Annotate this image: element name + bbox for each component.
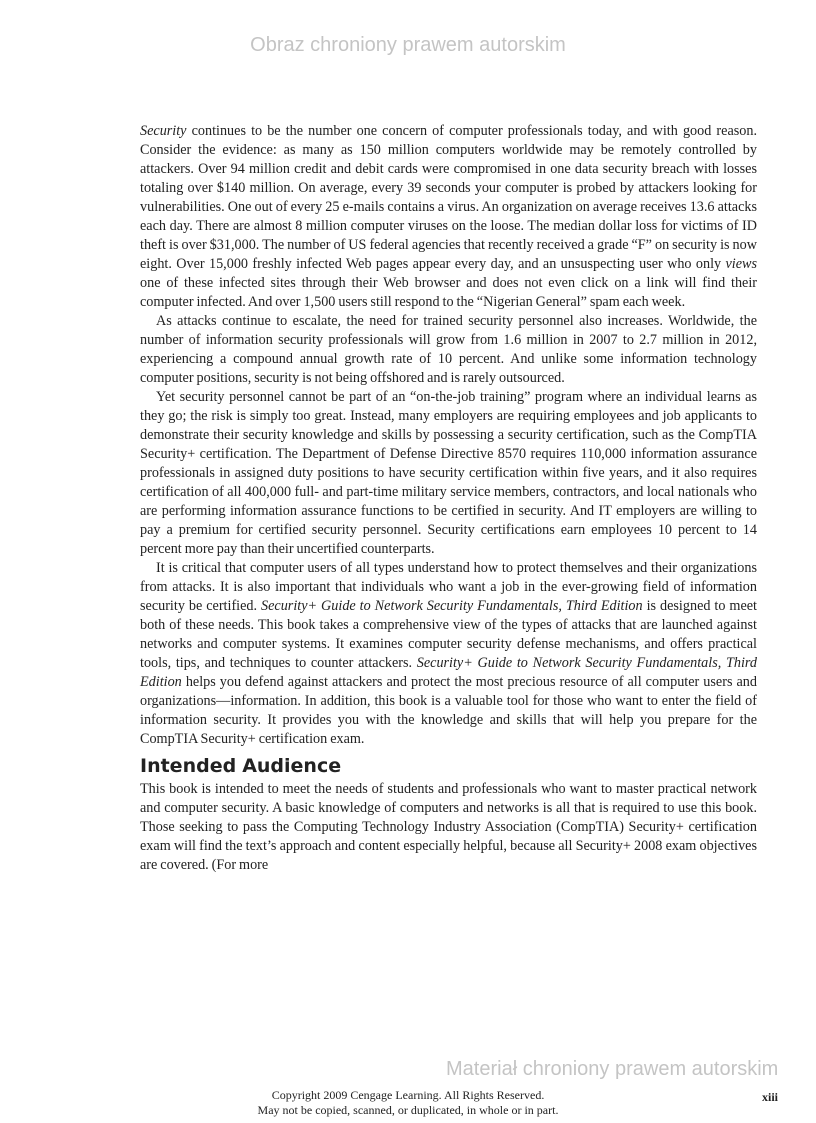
page-number: xiii bbox=[762, 1090, 779, 1104]
text-run: This book is intended to meet the needs of students and professionals who want to master practical network and computer security. A basic knowledge of computers and networks is all that is required to use this book. Those seeking to pass the Computing Technology Industry Association (CompTIA) Security+ certification exam will find the text’s approach and content especially helpful, because all Security+ 2008 exam objectives are covered. (For more bbox=[140, 781, 757, 873]
text-run: is designed to meet both of these needs. This book takes a comprehensive view of the types of attacks that are launched against networks and computer systems. It examines computer security defense mechanisms, and offers practical tools, tips, and techniques to counter attackers. bbox=[140, 598, 757, 671]
text-run: one of these infected sites through their Web browser and does not even click on a link will find their computer infected. And over 1,500 users still respond to the “Nigerian General” spam each week. bbox=[140, 275, 757, 310]
paragraph bbox=[140, 388, 757, 559]
footer-line-2: May not be copied, scanned, or duplicated, in whole or in part. bbox=[257, 1103, 559, 1117]
italic-text: Security+ Guide to Network Security Fundamentals, Third Edition bbox=[261, 598, 643, 614]
text-run: It is critical that computer users of all types understand how to protect themselves and their organizations from attacks. It is also important that individuals who want a job in the ever-growing field of information security be certified. bbox=[140, 560, 757, 614]
italic-text: Security+ Guide to Network Security Fundamentals, Third Edition bbox=[140, 655, 757, 690]
paragraph bbox=[140, 780, 757, 875]
italic-text: views bbox=[725, 256, 757, 272]
text-run: Yet security personnel cannot be part of an “on-the-job training” program where an individual learns as they go; the risk is simply too great. Instead, many employers are requiring employees and job applicants to demonstrate their security knowledge and skills by possessing a security certification, such as the CompTIA Security+ certification. The Department of Defense Directive 8570 requires 110,000 information assurance professionals in assigned duty positions to have security certification within five years, and it also requires certification of all 400,000 full- and part-time military service members, contractors, and local nationals who are performing information assurance functions to be certified in security. And IT employers are willing to pay a premium for certified security personnel. Security certifications earn employees 10 percent to 14 percent more pay than their uncertified counterparts. bbox=[140, 389, 757, 557]
text-run: As attacks continue to escalate, the need for trained security personnel also increases. Worldwide, the number of information security professionals will grow from 1.6 million in 2007 to 2.7 million in 2012, experiencing a compound annual growth rate of 10 percent. And unlike some information technology computer positions, security is not being offshored and is rarely outsourced. bbox=[140, 313, 757, 386]
italic-text: Security bbox=[140, 123, 187, 139]
footer-line-1: Copyright 2009 Cengage Learning. All Rights Reserved. bbox=[271, 1088, 545, 1102]
section-heading: Intended Audience bbox=[140, 755, 342, 777]
intro-section bbox=[140, 122, 757, 749]
watermark-bottom: Materiał chroniony prawem autorskim bbox=[446, 1058, 779, 1080]
copyright-footer bbox=[0, 1088, 816, 1118]
body-text bbox=[140, 122, 757, 875]
paragraph bbox=[140, 312, 757, 388]
text-run: continues to be the number one concern of computer professionals today, and with good reason. Consider the evidence: as many as 150 million computers worldwide may be remotely controlled by attackers. Over 94 million credit and debit cards were compromised in one data security breach with losses totaling over $140 million. On average, every 39 seconds your computer is probed by attackers looking for vulnerabilities. One out of every 25 e-mails contains a virus. An organization on average receives 13.6 attacks each day. There are almost 8 million computer viruses on the loose. The median dollar loss for victims of ID theft is over $31,000. The number of US federal agencies that recently received a grade “F” on security is now eight. Over 15,000 freshly infected Web pages appear every day, and an unsuspecting user who only bbox=[140, 123, 757, 272]
paragraph bbox=[140, 559, 757, 749]
intended-audience-section bbox=[140, 780, 757, 875]
text-run: helps you defend against attackers and protect the most precious resource of all computer users and organizations—information. In addition, this book is a valuable tool for those who want to enter the field of information security. It provides you with the knowledge and skills that will help you prepare for the CompTIA Security+ certification exam. bbox=[140, 674, 757, 747]
watermark-top: Obraz chroniony prawem autorskim bbox=[250, 34, 566, 56]
paragraph bbox=[140, 122, 757, 312]
